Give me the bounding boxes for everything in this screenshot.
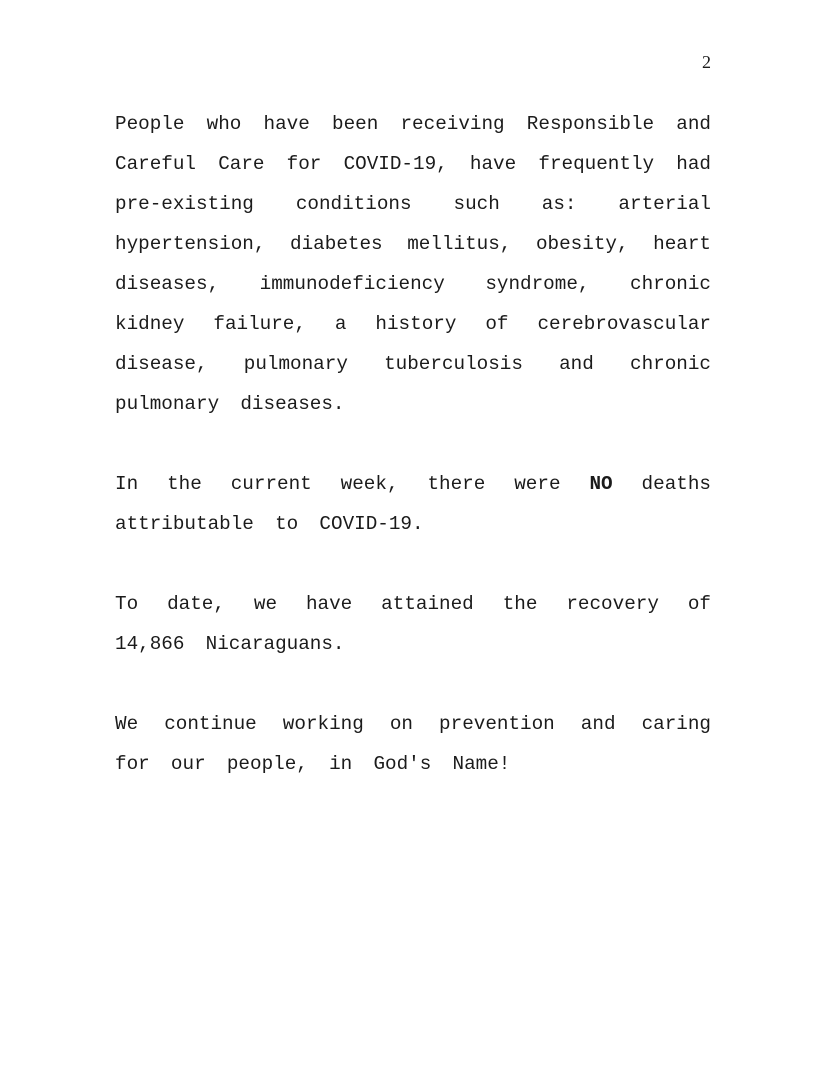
- text-segment: kidney failure, a history of cerebrovascular: [115, 313, 711, 335]
- text-segment: People who have been receiving Responsible and: [115, 113, 711, 135]
- paragraph: [115, 704, 711, 784]
- text-line: [115, 584, 711, 624]
- paragraph: [115, 584, 711, 664]
- text-segment: for our people, in God's Name!: [115, 753, 511, 775]
- text-segment: To date, we have attained the recovery of: [115, 593, 711, 615]
- text-segment: Careful Care for COVID-19, have frequently had: [115, 153, 711, 175]
- text-line: [115, 704, 711, 744]
- text-line: [115, 224, 711, 264]
- text-segment: attributable to COVID-19.: [115, 513, 424, 535]
- text-line: [115, 264, 711, 304]
- text-segment: deaths: [612, 473, 711, 495]
- text-line: [115, 184, 711, 224]
- text-segment: disease, pulmonary tuberculosis and chronic: [115, 353, 711, 375]
- text-segment: 14,866 Nicaraguans.: [115, 633, 345, 655]
- bold-text: NO: [589, 473, 613, 495]
- page-number: 2: [702, 52, 711, 72]
- text-segment: diseases, immunodeficiency syndrome, chronic: [115, 273, 711, 295]
- text-line: [115, 744, 711, 784]
- text-line: [115, 504, 711, 544]
- text-line: [115, 624, 711, 664]
- text-line: [115, 464, 711, 504]
- text-segment: In the current week, there were: [115, 473, 590, 495]
- document-body: [115, 104, 711, 824]
- text-segment: pulmonary diseases.: [115, 393, 345, 415]
- paragraph: [115, 464, 711, 544]
- paragraph: [115, 104, 711, 424]
- text-line: [115, 344, 711, 384]
- text-line: [115, 384, 711, 424]
- text-line: [115, 144, 711, 184]
- text-segment: We continue working on prevention and caring: [115, 713, 711, 735]
- text-segment: pre-existing conditions such as: arterial: [115, 193, 711, 215]
- text-line: [115, 304, 711, 344]
- text-segment: hypertension, diabetes mellitus, obesity, heart: [115, 233, 711, 255]
- text-line: [115, 104, 711, 144]
